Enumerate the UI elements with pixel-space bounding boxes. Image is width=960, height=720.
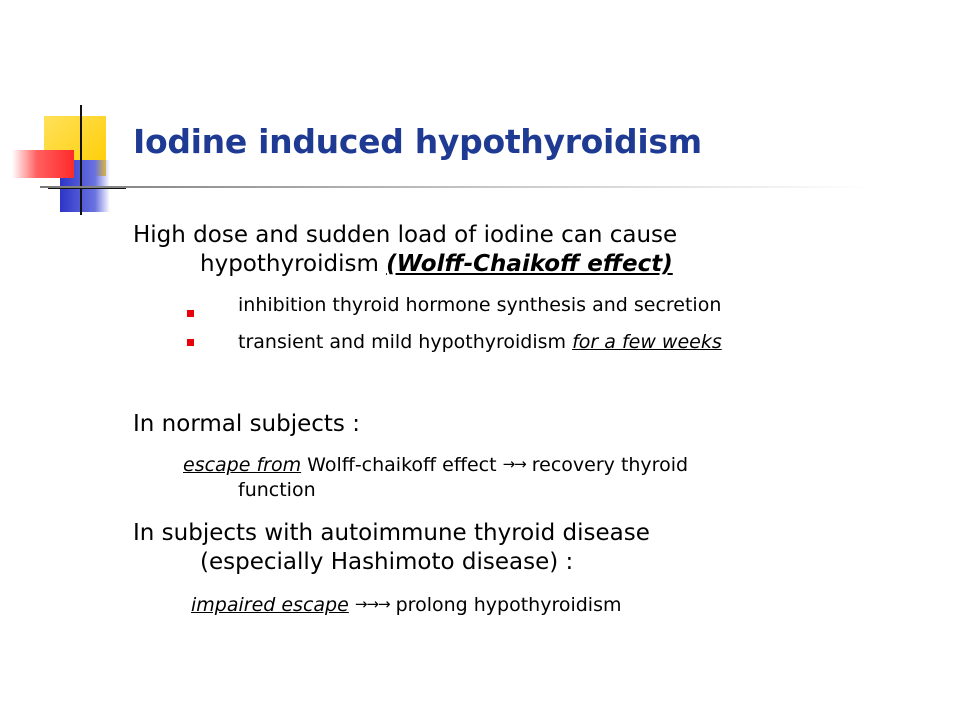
normal-detail-line-2: function <box>238 479 316 501</box>
autoimmune-paragraph <box>133 519 650 577</box>
logo-red-bar <box>12 150 74 178</box>
bullet-item-1-text: inhibition thyroid hormone synthesis and secretion <box>238 294 722 316</box>
autoimmune-detail-tail: prolong hypothyroidism <box>389 594 622 616</box>
normal-subjects-detail <box>183 452 688 477</box>
intro-line-1: High dose and sudden load of iodine can cause <box>133 222 678 248</box>
arrow-icon: →→→ <box>354 595 390 613</box>
intro-paragraph <box>133 221 677 279</box>
autoimmune-detail <box>191 592 622 617</box>
slide-title: Iodine induced hypothyroidism <box>133 122 702 161</box>
bullet-item-2-text: transient and mild hypothyroidism <box>238 331 573 353</box>
autoimmune-line-2: (especially Hashimoto disease) : <box>200 549 574 575</box>
arrow-icon: →→ <box>502 455 526 473</box>
logo-vertical-line <box>80 105 82 215</box>
impaired-escape-label: impaired escape <box>191 594 349 616</box>
autoimmune-line-1: In subjects with autoimmune thyroid disease <box>133 520 650 546</box>
normal-detail-tail: recovery thyroid <box>525 454 689 476</box>
wolff-chaikoff-effect-label: (Wolff-Chaikoff effect) <box>386 251 673 277</box>
title-divider <box>40 186 870 188</box>
bullet-item-1 <box>238 293 721 317</box>
intro-line-2 <box>133 250 677 279</box>
intro-line-2-text: hypothyroidism <box>200 251 387 277</box>
bullet-item-2 <box>238 330 722 354</box>
bullet-item-2-emphasis: for a few weeks <box>572 331 722 353</box>
bullet-marker <box>187 310 194 317</box>
bullet-marker <box>187 339 194 346</box>
normal-subjects-heading: In normal subjects : <box>133 411 360 437</box>
slide-logo-graphic <box>0 0 140 230</box>
escape-from-label: escape from <box>183 454 302 476</box>
normal-detail-text: Wolff-chaikoff effect <box>301 454 503 476</box>
